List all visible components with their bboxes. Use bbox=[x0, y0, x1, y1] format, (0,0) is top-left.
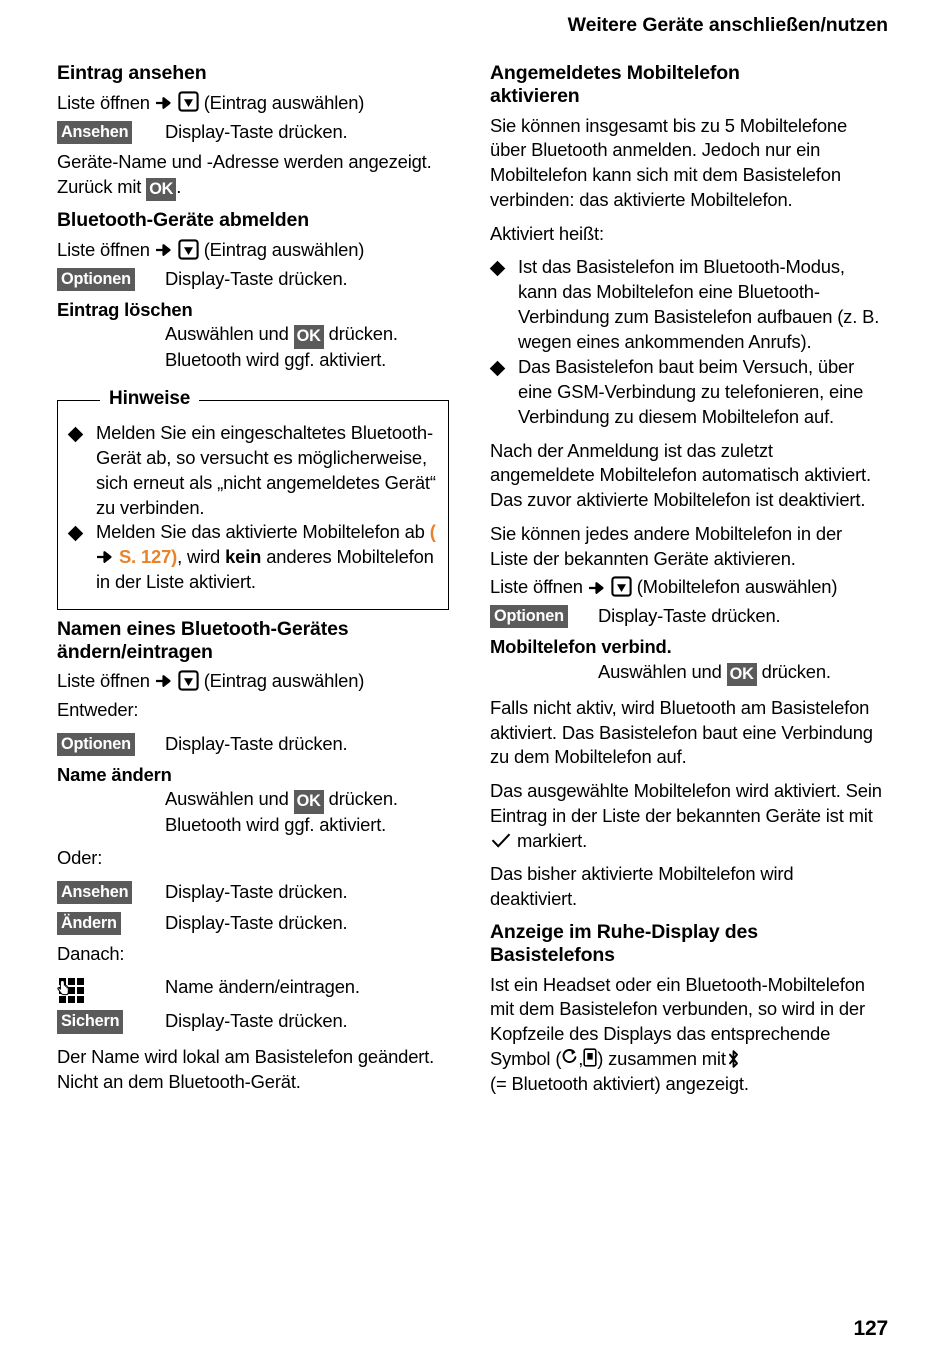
diamond-bullet-icon bbox=[490, 261, 506, 277]
paragraph-name-lokal: Der Name wird lokal am Basistelefon geändert. Nicht an dem Bluetooth-Gerät. bbox=[57, 1046, 435, 1092]
row-softkey-optionen bbox=[57, 267, 449, 292]
left-column bbox=[57, 62, 449, 1105]
ok-key-badge[interactable]: OK bbox=[294, 790, 324, 813]
keypad-icon bbox=[57, 976, 87, 1006]
bullet-list-aktiviert bbox=[490, 255, 882, 429]
step-open-list-4 bbox=[490, 575, 882, 600]
description-line-1 bbox=[165, 322, 449, 347]
ok-key-badge[interactable]: OK bbox=[294, 325, 324, 348]
list-item bbox=[490, 255, 882, 354]
mobile-phone-icon bbox=[583, 1048, 597, 1067]
subheading-mobiltelefon-verbind: Mobiltelefon verbind. bbox=[490, 635, 672, 657]
softkey-aendern[interactable]: Ändern bbox=[57, 912, 121, 935]
step-open-list-1 bbox=[57, 91, 449, 116]
paragraph-ausgewaehlte bbox=[490, 779, 882, 853]
softkey-ansehen[interactable]: Ansehen bbox=[57, 121, 132, 144]
note-list-item bbox=[68, 520, 436, 594]
nav-key-down-icon bbox=[611, 576, 632, 597]
note-box-title: Hinweise bbox=[100, 388, 199, 410]
row-softkey-ansehen-2 bbox=[57, 880, 449, 905]
heading-line-1: Namen eines Bluetooth-Gerätes bbox=[57, 617, 349, 640]
softkey-cell bbox=[57, 880, 165, 904]
heading-angemeldetes-mobiltelefon bbox=[490, 62, 882, 108]
right-arrow-icon bbox=[96, 548, 114, 566]
heading-line-1: Angemeldetes Mobiltelefon bbox=[490, 62, 740, 84]
note-item-text: Melden Sie ein eingeschaltetes Bluetooth-Gerät ab, so versucht es möglicherweise, sich erneut als „nicht angemeldetes Gerät“ zu verbinden. bbox=[96, 422, 436, 518]
note-list bbox=[68, 421, 436, 594]
nav-key-down-icon bbox=[178, 670, 199, 691]
right-column bbox=[490, 62, 882, 1105]
paragraph-text-1: Ist ein Headset oder ein Bluetooth-Mobiltelefon mit dem Basistelefon verbunden, so wird in der Kopfzeile des Displays das entsprechende Symbol ( bbox=[490, 973, 865, 1069]
softkey-description: Display-Taste drücken. bbox=[165, 911, 348, 933]
softkey-description: Display-Taste drücken. bbox=[165, 881, 348, 903]
right-arrow-icon bbox=[155, 672, 173, 690]
diamond-bullet-icon bbox=[68, 427, 84, 443]
paragraph-bisher-aktivierte: Das bisher aktivierte Mobiltelefon wird deaktiviert. bbox=[490, 863, 794, 910]
softkey-description: Display-Taste drücken. bbox=[165, 732, 348, 754]
right-arrow-icon bbox=[155, 241, 173, 259]
menu-item-description-3 bbox=[598, 660, 882, 685]
running-header-title: Weitere Geräte anschließen/nutzen bbox=[567, 14, 888, 36]
softkey-optionen[interactable]: Optionen bbox=[57, 268, 135, 291]
note-box bbox=[57, 388, 449, 609]
row-softkey-optionen-2 bbox=[57, 732, 449, 757]
softkey-ansehen[interactable]: Ansehen bbox=[57, 881, 132, 904]
row-softkey-aendern bbox=[57, 911, 449, 936]
menu-item-description-1 bbox=[165, 322, 449, 372]
step-label: Liste öffnen bbox=[57, 91, 150, 113]
keypad-icon-cell bbox=[57, 975, 165, 1006]
softkey-optionen[interactable]: Optionen bbox=[490, 605, 568, 628]
softkey-description: Display-Taste drücken. bbox=[165, 1010, 348, 1032]
step-suffix: (Mobiltelefon auswählen) bbox=[636, 576, 838, 598]
heading-eintrag-ansehen: Eintrag ansehen bbox=[57, 62, 207, 84]
two-column-body bbox=[0, 62, 950, 1105]
diamond-bullet-icon bbox=[68, 526, 84, 542]
paragraph-text-1: Das ausgewählte Mobiltelefon wird aktiviert. Sein Eintrag in der Liste der bekannten Geräte ist mit bbox=[490, 780, 882, 826]
paragraph-bis-zu-5: Sie können insgesamt bis zu 5 Mobiltelefone über Bluetooth anmelden. Jedoch nur ein Mobiltelefon kann sich mit dem Basistelefon verbinden: das aktivierte Mobiltelefon. bbox=[490, 114, 848, 210]
paragraph-text-3: (= Bluetooth aktiviert) angezeigt. bbox=[490, 1072, 749, 1094]
list-item-text: Ist das Basistelefon im Bluetooth-Modus, kann das Mobiltelefon eine Bluetooth-Verbindung zum Basistelefon aufbauen (z. B. wegen eines ankommenden Anrufs). bbox=[518, 256, 880, 352]
softkey-description: Display-Taste drücken. bbox=[165, 120, 348, 142]
softkey-sichern[interactable]: Sichern bbox=[57, 1010, 123, 1033]
paragraph-jedes-andere: Sie können jedes andere Mobiltelefon in der Liste der bekannten Geräte aktivieren. bbox=[490, 522, 842, 569]
row-softkey-ansehen bbox=[57, 120, 449, 145]
row-softkey-optionen-3 bbox=[490, 604, 882, 629]
list-item-text: Das Basistelefon baut beim Versuch, über eine GSM-Verbindung zu telefonieren, eine Verbindung zu diesem Mobiltelefon auf. bbox=[518, 356, 864, 427]
ok-key-badge[interactable]: OK bbox=[146, 178, 176, 201]
label-aktiviert-heisst: Aktiviert heißt: bbox=[490, 222, 604, 244]
heading-line-1: Anzeige im Ruhe-Display des bbox=[490, 920, 758, 943]
desc-text-1: Auswählen und bbox=[165, 788, 294, 810]
step-label: Liste öffnen bbox=[57, 239, 150, 261]
paragraph-falls-nicht-aktiv: Falls nicht aktiv, wird Bluetooth am Basistelefon aktiviert. Das Basistelefon baut eine Verbindung zu dem Mobiltelefon auf. bbox=[490, 696, 873, 768]
step-label: Liste öffnen bbox=[57, 670, 150, 692]
keypad-description: Name ändern/eintragen. bbox=[165, 976, 360, 998]
softkey-cell bbox=[57, 732, 165, 756]
step-suffix: (Eintrag auswählen) bbox=[203, 239, 365, 261]
softkey-description: Display-Taste drücken. bbox=[165, 267, 348, 289]
right-arrow-icon bbox=[588, 579, 606, 597]
step-open-list-2 bbox=[57, 238, 449, 263]
subheading-name-aendern: Name ändern bbox=[57, 763, 172, 785]
desc-text-2: drücken. bbox=[323, 788, 398, 810]
note-item-text-3: anderes Mobiltelefon in der Liste aktiviert. bbox=[96, 546, 434, 592]
desc-text-1: Auswählen und bbox=[598, 660, 727, 682]
paragraph-text-1: Geräte-Name und -Adresse werden angezeigt. Zurück mit bbox=[57, 151, 432, 198]
subheading-eintrag-loeschen: Eintrag löschen bbox=[57, 298, 193, 320]
nav-key-down-icon bbox=[178, 91, 199, 112]
xref-open-paren: ( bbox=[429, 521, 436, 543]
description-line-1 bbox=[165, 787, 449, 812]
row-softkey-sichern bbox=[57, 1009, 449, 1034]
label-entweder: Entweder: bbox=[57, 699, 139, 721]
list-item bbox=[490, 355, 882, 429]
note-item-bold-word: kein bbox=[225, 546, 262, 568]
note-item-text-1: Melden Sie das aktivierte Mobiltelefon ab bbox=[96, 521, 430, 543]
note-list-item bbox=[68, 421, 436, 520]
paragraph-text-2: . bbox=[176, 176, 182, 198]
paragraph-text-2: markiert. bbox=[512, 829, 588, 851]
step-label: Liste öffnen bbox=[490, 576, 583, 598]
heading-anzeige-ruhe-display bbox=[490, 921, 882, 967]
row-keypad-entry bbox=[57, 975, 449, 1006]
label-danach: Danach: bbox=[57, 942, 125, 964]
heading-line-2: aktivieren bbox=[490, 84, 580, 107]
cross-reference-link[interactable]: S. 127) bbox=[118, 546, 178, 568]
description-line-1 bbox=[598, 660, 882, 685]
headset-icon bbox=[561, 1049, 578, 1066]
description-line-2: Bluetooth wird ggf. aktiviert. bbox=[165, 813, 387, 835]
desc-text-2: drücken. bbox=[756, 660, 831, 682]
softkey-cell bbox=[57, 267, 165, 291]
label-oder: Oder: bbox=[57, 847, 103, 869]
paragraph-nach-anmeldung: Nach der Anmeldung ist das zuletzt angemeldete Mobiltelefon automatisch aktiviert. Das zuvor aktivierte Mobiltelefon ist deaktiviert. bbox=[490, 439, 871, 511]
description-line-2: Bluetooth wird ggf. aktiviert. bbox=[165, 348, 387, 370]
paragraph-headset-symbol bbox=[490, 973, 882, 1097]
menu-item-description-2 bbox=[165, 787, 449, 837]
right-arrow-icon bbox=[155, 94, 173, 112]
step-suffix: (Eintrag auswählen) bbox=[203, 91, 365, 113]
ok-key-badge[interactable]: OK bbox=[727, 663, 757, 686]
heading-namen-aendern bbox=[57, 618, 449, 664]
step-suffix: (Eintrag auswählen) bbox=[203, 670, 365, 692]
paragraph-text-2: ) zusammen mit bbox=[597, 1047, 726, 1069]
bluetooth-icon bbox=[726, 1049, 741, 1069]
page-number: 127 bbox=[853, 1317, 888, 1340]
softkey-cell bbox=[57, 120, 165, 144]
heading-line-2: ändern/eintragen bbox=[57, 640, 213, 663]
softkey-description: Display-Taste drücken. bbox=[598, 605, 781, 627]
nav-key-down-icon bbox=[178, 239, 199, 260]
heading-line-2: Basistelefons bbox=[490, 943, 615, 966]
step-open-list-3 bbox=[57, 669, 449, 694]
paragraph-geraete-name bbox=[57, 150, 449, 200]
softkey-cell bbox=[57, 1009, 165, 1033]
softkey-cell bbox=[490, 604, 598, 628]
desc-text-2: drücken. bbox=[323, 323, 398, 345]
softkey-cell bbox=[57, 911, 165, 935]
checkmark-icon bbox=[490, 832, 512, 849]
desc-text-1: Auswählen und bbox=[165, 323, 294, 345]
softkey-optionen[interactable]: Optionen bbox=[57, 733, 135, 756]
icon-separator: , bbox=[578, 1047, 584, 1069]
heading-bluetooth-abmelden: Bluetooth-Geräte abmelden bbox=[57, 209, 309, 232]
diamond-bullet-icon bbox=[490, 361, 506, 377]
note-item-text-2: , wird bbox=[177, 546, 226, 568]
